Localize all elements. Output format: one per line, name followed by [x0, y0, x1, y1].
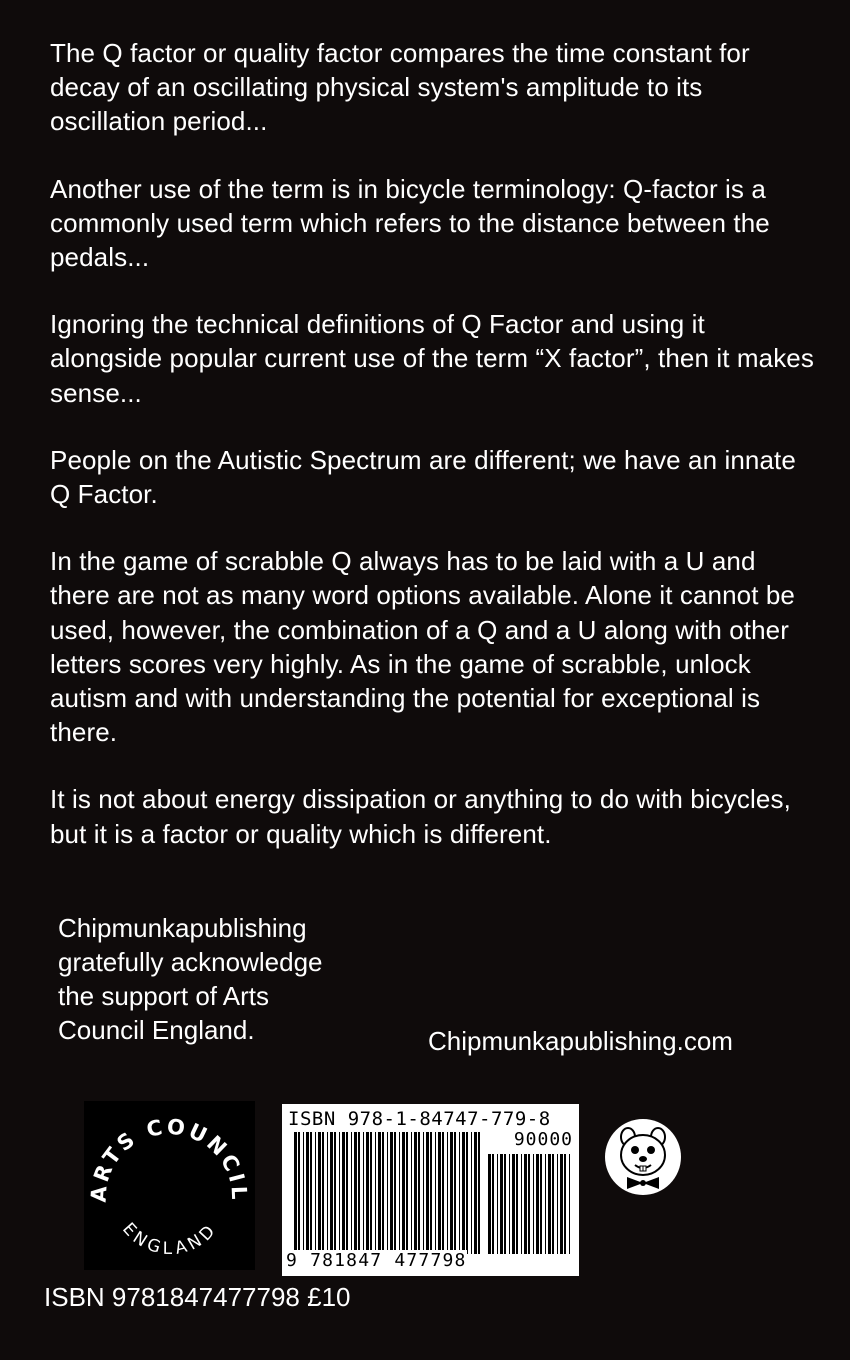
- blurb-paragraph-2: Another use of the term is in bicycle terminology: Q-factor is a commonly used term which refers to the distance between the pedals...: [50, 173, 770, 273]
- barcode-bar: [370, 1132, 372, 1254]
- barcode-digits: 9 781847 477798: [286, 1250, 467, 1271]
- blurb-paragraph-4: People on the Autistic Spectrum are different; we have an innate Q Factor.: [50, 444, 796, 510]
- barcode-bar: [524, 1154, 527, 1254]
- barcode-bar: [478, 1132, 480, 1254]
- barcode-bar: [560, 1154, 563, 1254]
- barcode-bar: [466, 1132, 468, 1254]
- barcode-bar: [450, 1132, 453, 1254]
- barcode-bar: [294, 1132, 297, 1254]
- barcode-bar: [569, 1154, 570, 1254]
- barcode-bar: [438, 1132, 441, 1254]
- barcode-bar: [488, 1154, 491, 1254]
- blurb-paragraph-5: In the game of scrabble Q always has to be laid with a U and there are not as many word options available. Alone it cannot be used, however, the combination of a Q and a U along with other letters scores very highly. As in the game of scrabble, unlock autism and with understanding the potential for exceptional is there.: [50, 546, 795, 748]
- barcode-bar: [492, 1154, 494, 1254]
- chipmunk-icon: [603, 1117, 683, 1197]
- barcode-bar: [447, 1132, 448, 1254]
- acknowledgement: [58, 911, 388, 1047]
- acknowledgement-line: Chipmunkapublishing: [58, 913, 307, 943]
- barcode-bar: [512, 1154, 515, 1254]
- blurb-paragraph-3: Ignoring the technical definitions of Q Factor and using it alongside popular current use of the term “X factor”, then it makes sense...: [50, 309, 814, 408]
- barcode-bar: [414, 1132, 417, 1254]
- acknowledgement-line: Council England.: [58, 1015, 255, 1045]
- isbn-price-line: ISBN 9781847477798 £10: [44, 1282, 351, 1312]
- blurb-paragraph-6: It is not about energy dissipation or anything to do with bicycles, but it is a factor or quality which is different.: [50, 784, 791, 849]
- acknowledgement-line: gratefully acknowledge: [58, 947, 323, 977]
- barcode-bar: [363, 1132, 364, 1254]
- arts-council-logo: [84, 1101, 255, 1270]
- barcode-bar: [545, 1154, 546, 1254]
- barcode-bar: [528, 1154, 530, 1254]
- publisher-website: Chipmunkapublishing.com: [428, 1026, 733, 1056]
- barcode-bar: [387, 1132, 388, 1254]
- barcode-bar: [471, 1132, 472, 1254]
- barcode-bar: [375, 1132, 376, 1254]
- barcode-bar: [430, 1132, 432, 1254]
- barcode-bar: [310, 1132, 312, 1254]
- barcode-bar: [366, 1132, 369, 1254]
- barcode-bar: [423, 1132, 424, 1254]
- barcode-bar: [509, 1154, 510, 1254]
- barcode-bar: [418, 1132, 420, 1254]
- acknowledgement-line: the support of Arts: [58, 981, 270, 1011]
- barcode-bar: [394, 1132, 396, 1254]
- barcode-bar: [474, 1132, 477, 1254]
- barcode-bar: [406, 1132, 408, 1254]
- barcode-bar: [378, 1132, 381, 1254]
- isbn-barcode: [282, 1104, 579, 1276]
- barcode-bar: [342, 1132, 345, 1254]
- barcode-bar: [358, 1132, 360, 1254]
- barcode-bar: [497, 1154, 498, 1254]
- barcode-bar: [390, 1132, 393, 1254]
- barcode-bar: [536, 1154, 539, 1254]
- barcode-bar: [382, 1132, 384, 1254]
- barcode-bar: [315, 1132, 316, 1254]
- barcode-bar: [330, 1132, 333, 1254]
- barcode-isbn-label: ISBN 978-1-84747-779-8: [288, 1108, 551, 1130]
- barcode-bar: [327, 1132, 328, 1254]
- barcode-bar: [322, 1132, 324, 1254]
- barcode-bar: [521, 1154, 522, 1254]
- barcode-bar: [462, 1132, 465, 1254]
- barcode-bar: [402, 1132, 405, 1254]
- barcode-bar: [334, 1132, 336, 1254]
- barcode-bar: [557, 1154, 558, 1254]
- svg-text:ENGLAND: [118, 1219, 222, 1259]
- arts-council-logo-top-text: ARTS COUNCIL: [86, 1114, 252, 1203]
- svg-text:ARTS COUNCIL: [87, 1114, 252, 1203]
- barcode-price-code: 90000: [513, 1129, 573, 1150]
- barcode-bar: [552, 1154, 554, 1254]
- barcode-bar: [533, 1154, 534, 1254]
- barcode-bar: [459, 1132, 460, 1254]
- barcode-bar: [411, 1132, 412, 1254]
- barcode-bar: [306, 1132, 309, 1254]
- barcode-bar: [504, 1154, 506, 1254]
- barcode-bar: [339, 1132, 340, 1254]
- barcode-bar: [516, 1154, 518, 1254]
- barcode-bar: [303, 1132, 304, 1254]
- barcode-bar: [500, 1154, 503, 1254]
- barcode-bar: [442, 1132, 444, 1254]
- arts-council-logo-mark: [84, 1101, 255, 1270]
- barcode-bar: [346, 1132, 348, 1254]
- barcode-bar: [399, 1132, 400, 1254]
- arts-council-logo-bottom-text: ENGLAND: [118, 1219, 222, 1259]
- barcode-bar: [354, 1132, 357, 1254]
- barcode-bar: [318, 1132, 321, 1254]
- barcode-bar: [298, 1132, 300, 1254]
- barcode-bar: [548, 1154, 551, 1254]
- barcode-bar: [540, 1154, 542, 1254]
- back-cover-blurb: [50, 36, 820, 884]
- barcode-bar: [435, 1132, 436, 1254]
- barcode-bar: [351, 1132, 352, 1254]
- barcode-bar: [454, 1132, 456, 1254]
- blurb-paragraph-1: The Q factor or quality factor compares the time constant for decay of an oscillating physical system's amplitude to its oscillation period...: [50, 38, 750, 137]
- barcode-bar: [426, 1132, 429, 1254]
- barcode-bar: [564, 1154, 566, 1254]
